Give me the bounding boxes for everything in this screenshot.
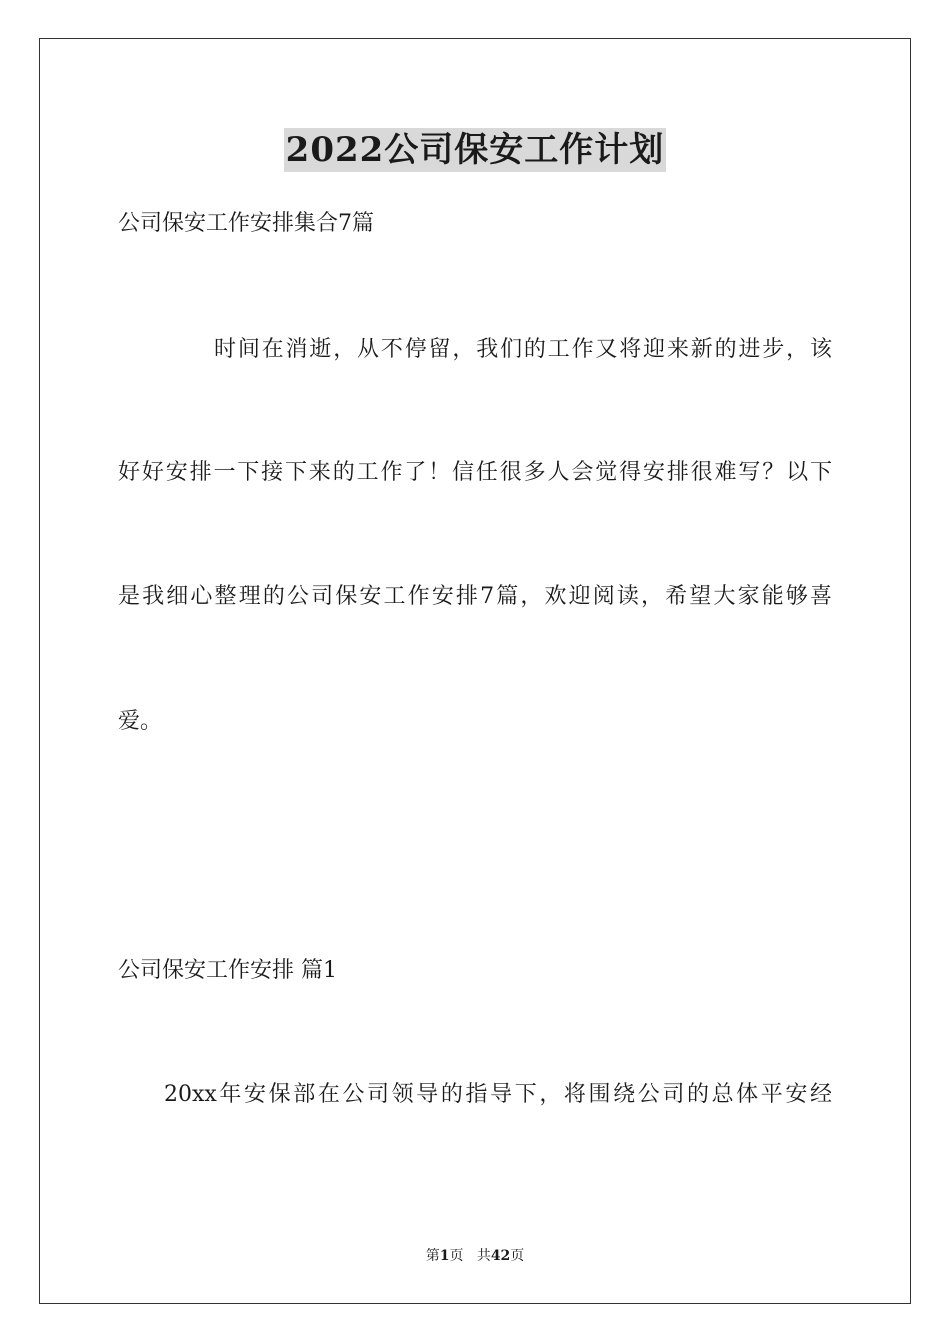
document-subtitle: 公司保安工作安排集合7篇: [118, 211, 374, 236]
intro-line-2: 好好安排一下接下来的工作了！信任很多人会觉得安排很难写？以下: [118, 460, 832, 485]
intro-line-1: 时间在消逝，从不停留，我们的工作又将迎来新的进步，该: [214, 337, 832, 362]
intro-line-4: 爱。: [118, 709, 163, 734]
page-footer: [0, 1247, 950, 1265]
total-prefix: 共: [476, 1248, 491, 1264]
total-pages: 42: [490, 1248, 511, 1264]
document-title: 2022公司保安工作计划: [285, 130, 665, 170]
section-first-line: 20xx年安保部在公司领导的指导下，将围绕公司的总体平安经: [164, 1082, 832, 1107]
intro-line-3: 是我细心整理的公司保安工作安排7篇，欢迎阅读，希望大家能够喜: [118, 584, 832, 609]
page-suffix: 页: [449, 1248, 464, 1264]
title-container: [0, 128, 950, 172]
total-suffix: 页: [510, 1248, 525, 1264]
page-number: 1: [439, 1248, 450, 1264]
section-heading: 公司保安工作安排 篇1: [118, 958, 337, 983]
page-prefix: 第: [425, 1248, 440, 1264]
